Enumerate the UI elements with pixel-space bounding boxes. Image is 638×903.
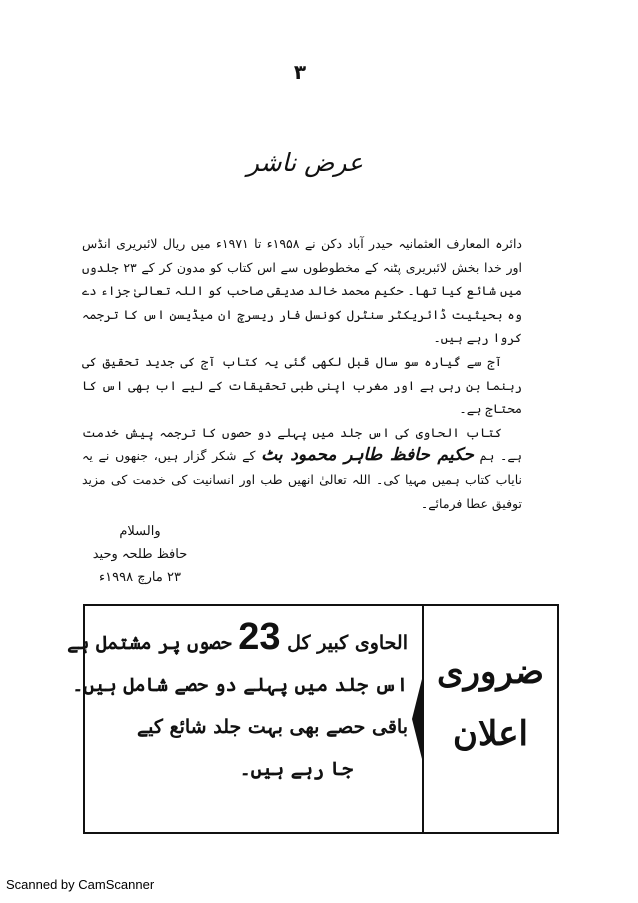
notice-line-4: جا رہے ہیں۔	[239, 758, 353, 780]
page-title: عرض ناشر	[246, 148, 364, 177]
paragraph-3	[82, 421, 522, 515]
paragraph-2: آج سے گیارہ سو سال قبل لکھی گئی یہ کتاب آج کی جدید تحقیق کی رہنما بن رہی ہے اور مغرب اپنی طبی تحقیقات کے لیے اب بھی اس کا محتاج ہے۔	[82, 353, 522, 417]
signature-name: حافظ طلحہ وحید	[92, 547, 188, 562]
notice-label-line-2: اعلان	[453, 714, 528, 754]
page-number: ۳	[293, 60, 307, 84]
scanner-watermark: Scanned by CamScanner	[6, 877, 155, 892]
notice-line-3: باقی حصے بھی بہت جلد شائع کیے	[136, 716, 408, 738]
paragraph-1: دائرہ المعارف العثمانیہ حیدر آباد دکن نے ۱۹۵۸ء تا ۱۹۷۱ء میں ریال لائبریری انڈس اور خدا بخش لائبریری پٹنہ کے مخطوطوں سے اس کتاب کو مدون کر کے ۲۳ جلدوں میں شائع کیا تھا۔ حکیم محمد خالد صدیقی صاحب کو اللہ تعالیٰ جزاء دے وہ بحیثیت ڈائریکٹر سنٹرل کونسل فار ریسرچ ان میڈیسن اس کا ترجمہ کروا رہے ہیں۔	[82, 236, 522, 346]
volume-count: 23	[238, 616, 281, 658]
publisher-note-body	[82, 232, 522, 515]
notice-text	[67, 606, 422, 832]
signature-block	[70, 520, 210, 589]
name-stamp: حکیم حافظ طاہر محمود بٹ	[261, 445, 474, 466]
paragraph-3-before: کتاب الحاوی کی اس جلد میں پہلے دو حصوں کا ترجمہ پیش خدمت ہے۔ ہم	[82, 424, 522, 464]
signature-date: ۲۳ مارچ ۱۹۹۸ء	[99, 570, 181, 585]
signature-closing: والسلام	[119, 524, 161, 539]
notice-line-1	[67, 616, 408, 664]
notice-label	[422, 606, 557, 832]
paragraph-3-after: کے شکر گزار ہیں، جنھوں نے یہ نایاب کتاب ہمیں مہیا کی۔ اللہ تعالیٰ انھیں طب اور انسانیت کی خدمت کی مزید توفیق عطا فرمائے۔	[82, 448, 522, 511]
notice-label-line-1: ضروری	[436, 652, 545, 692]
notice-line-1-before: الحاوی کبیر کل	[287, 632, 408, 654]
notice-line-1-after: حصوں پر مشتمل ہے	[67, 632, 232, 654]
notice-line-2: اس جلد میں پہلے دو حصے شامل ہیں۔	[72, 674, 408, 696]
important-notice-box	[67, 604, 559, 834]
